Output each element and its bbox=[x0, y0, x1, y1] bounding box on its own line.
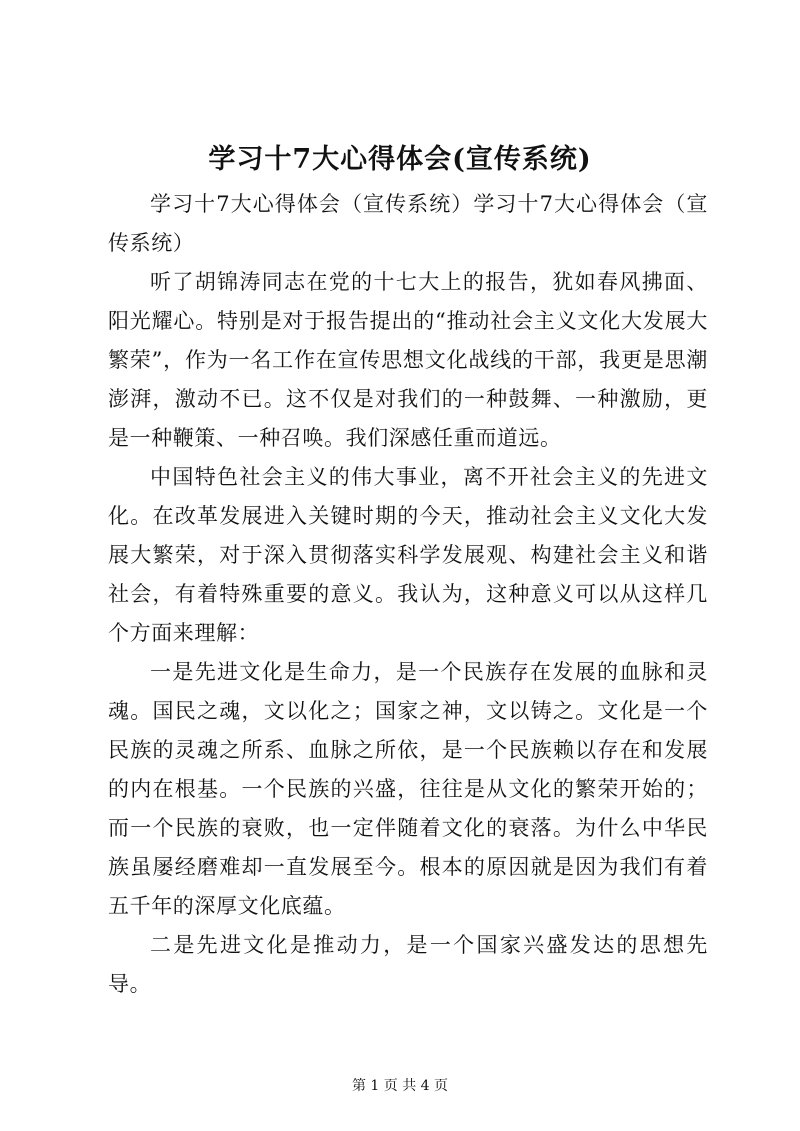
paragraph-point-one: 一是先进文化是生命力，是一个民族存在发展的血脉和灵魂。国民之魂，文以化之；国家之神，文以铸之。文化是一个民族的灵魂之所系、血脉之所依，是一个民族赖以存在和发展的内在根基。一个民族的兴盛，往往是从文化的繁荣开始的；而一个民族的衰败，也一定伴随着文化的衰落。为什么中华民族虽屡经磨难却一直发展至今。根本的原因就是因为我们有着五千年的深厚文化底蕴。 bbox=[108, 660, 708, 918]
paragraph-subtitle: 学习十7大心得体会（宣传系统）学习十7大心得体会（宣传系统） bbox=[108, 192, 708, 255]
paragraph-significance: 中国特色社会主义的伟大事业，离不开社会主义的先进文化。在改革发展进入关键时期的今天，推动社会主义文化大发展大繁荣，对于深入贯彻落实科学发展观、构建社会主义和谐社会，有着特殊重要的意义。我认为，这种意义可以从这样几个方面来理解： bbox=[108, 465, 708, 645]
paragraph-point-two: 二是先进文化是推动力，是一个国家兴盛发达的思想先导。 bbox=[108, 933, 708, 996]
page-number-footer: 第 1 页 共 4 页 bbox=[351, 1078, 449, 1094]
document-body bbox=[108, 185, 708, 1004]
document-title: 学习十7大心得体会(宣传系统) bbox=[208, 144, 592, 175]
paragraph-intro: 听了胡锦涛同志在党的十七大上的报告，犹如春风拂面、阳光耀心。特别是对于报告提出的“推动社会主义文化大发展大繁荣”，作为一名工作在宣传思想文化战线的干部，我更是思潮澎湃，激动不已。这不仅是对我们的一种鼓舞、一种激励，更是一种鞭策、一种召唤。我们深感任重而道远。 bbox=[108, 270, 708, 450]
